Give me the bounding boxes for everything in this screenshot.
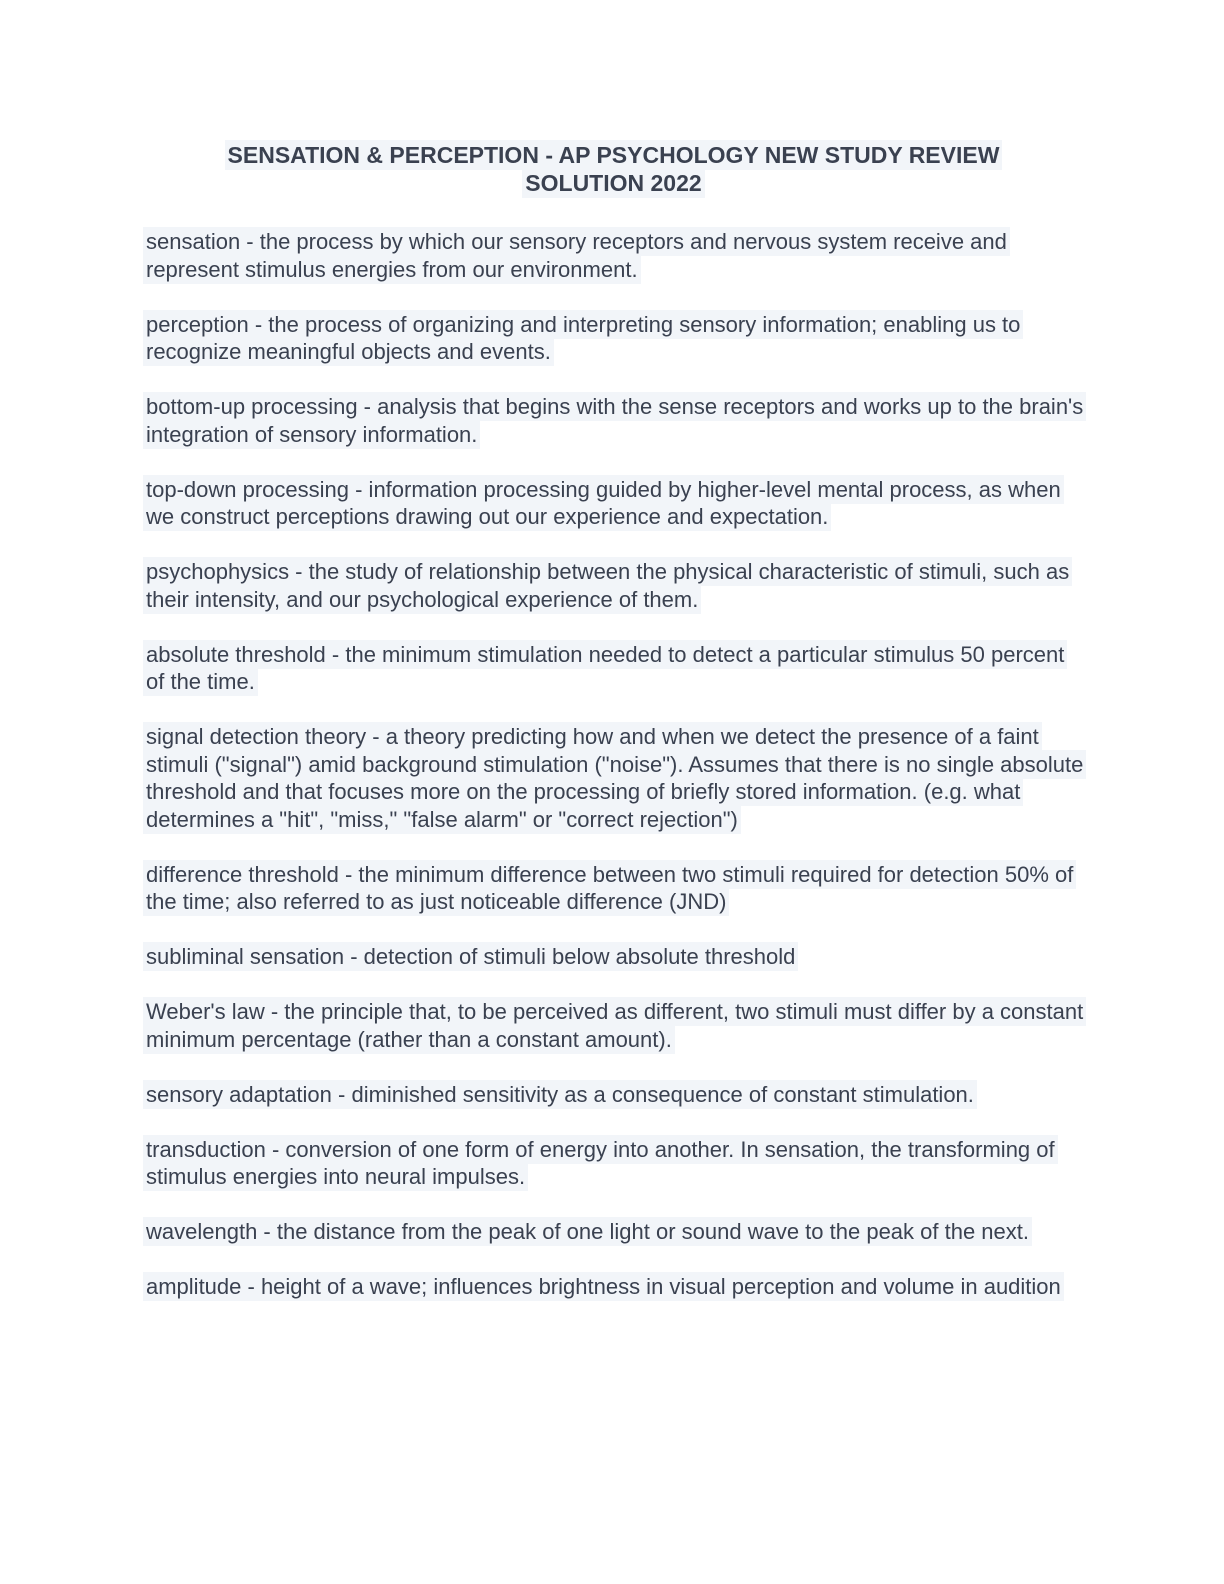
highlighted-text: difference threshold - the minimum difference between two stimuli required for detection 50% of the time; also referred to as just noticeable difference (JND): [143, 860, 1076, 917]
definition-paragraph: [143, 228, 1084, 283]
definition-paragraph: [143, 311, 1084, 366]
highlighted-text: sensation - the process by which our sensory receptors and nervous system receive and represent stimulus energies from our environment.: [143, 227, 1010, 284]
highlighted-text: Weber's law - the principle that, to be perceived as different, two stimuli must differ by a constant minimum percentage (rather than a constant amount).: [143, 997, 1086, 1054]
definition-paragraph: [143, 1136, 1084, 1191]
highlighted-text: perception - the process of organizing and interpreting sensory information; enabling us to recognize meaningful objects and events.: [143, 310, 1023, 367]
definition-paragraph: [143, 558, 1084, 613]
highlighted-text: subliminal sensation - detection of stimuli below absolute threshold: [143, 942, 798, 971]
definition-paragraph: [143, 393, 1084, 448]
highlighted-text: signal detection theory - a theory predicting how and when we detect the presence of a faint stimuli ("signal") amid background stimulation ("noise"). Assumes that there is no single absolute threshold and that focuses more on the processing of briefly stored information. (e.g. what determines a "hit", "miss," "false alarm" or "correct rejection"): [143, 722, 1086, 834]
highlighted-text: wavelength - the distance from the peak of one light or sound wave to the peak of the next.: [143, 1217, 1032, 1246]
definition-paragraph: [143, 641, 1084, 696]
definition-paragraph: [143, 943, 1084, 971]
definition-paragraph: [143, 1273, 1084, 1301]
definitions-list: [143, 228, 1084, 1301]
definition-paragraph: [143, 861, 1084, 916]
definition-paragraph: [143, 723, 1084, 833]
highlighted-text: transduction - conversion of one form of energy into another. In sensation, the transforming of stimulus energies into neural impulses.: [143, 1135, 1058, 1192]
definition-paragraph: [143, 1081, 1084, 1109]
highlighted-text: sensory adaptation - diminished sensitivity as a consequence of constant stimulation.: [143, 1080, 977, 1109]
page-title: [143, 141, 1084, 197]
definition-paragraph: [143, 998, 1084, 1053]
highlighted-text: bottom-up processing - analysis that begins with the sense receptors and works up to the brain's integration of sensory information.: [143, 392, 1086, 449]
highlighted-text: psychophysics - the study of relationship between the physical characteristic of stimuli, such as their intensity, and our psychological experience of them.: [143, 557, 1072, 614]
highlighted-text: amplitude - height of a wave; influences brightness in visual perception and volume in audition: [143, 1272, 1064, 1301]
page-title-line2: SOLUTION 2022: [522, 168, 704, 198]
definition-paragraph: [143, 1218, 1084, 1246]
highlighted-text: top-down processing - information processing guided by higher-level mental process, as when we construct perceptions drawing out our experience and expectation.: [143, 475, 1064, 532]
page-title-line1: SENSATION & PERCEPTION - AP PSYCHOLOGY NEW STUDY REVIEW: [225, 140, 1003, 170]
highlighted-text: absolute threshold - the minimum stimulation needed to detect a particular stimulus 50 percent of the time.: [143, 640, 1067, 697]
definition-paragraph: [143, 476, 1084, 531]
